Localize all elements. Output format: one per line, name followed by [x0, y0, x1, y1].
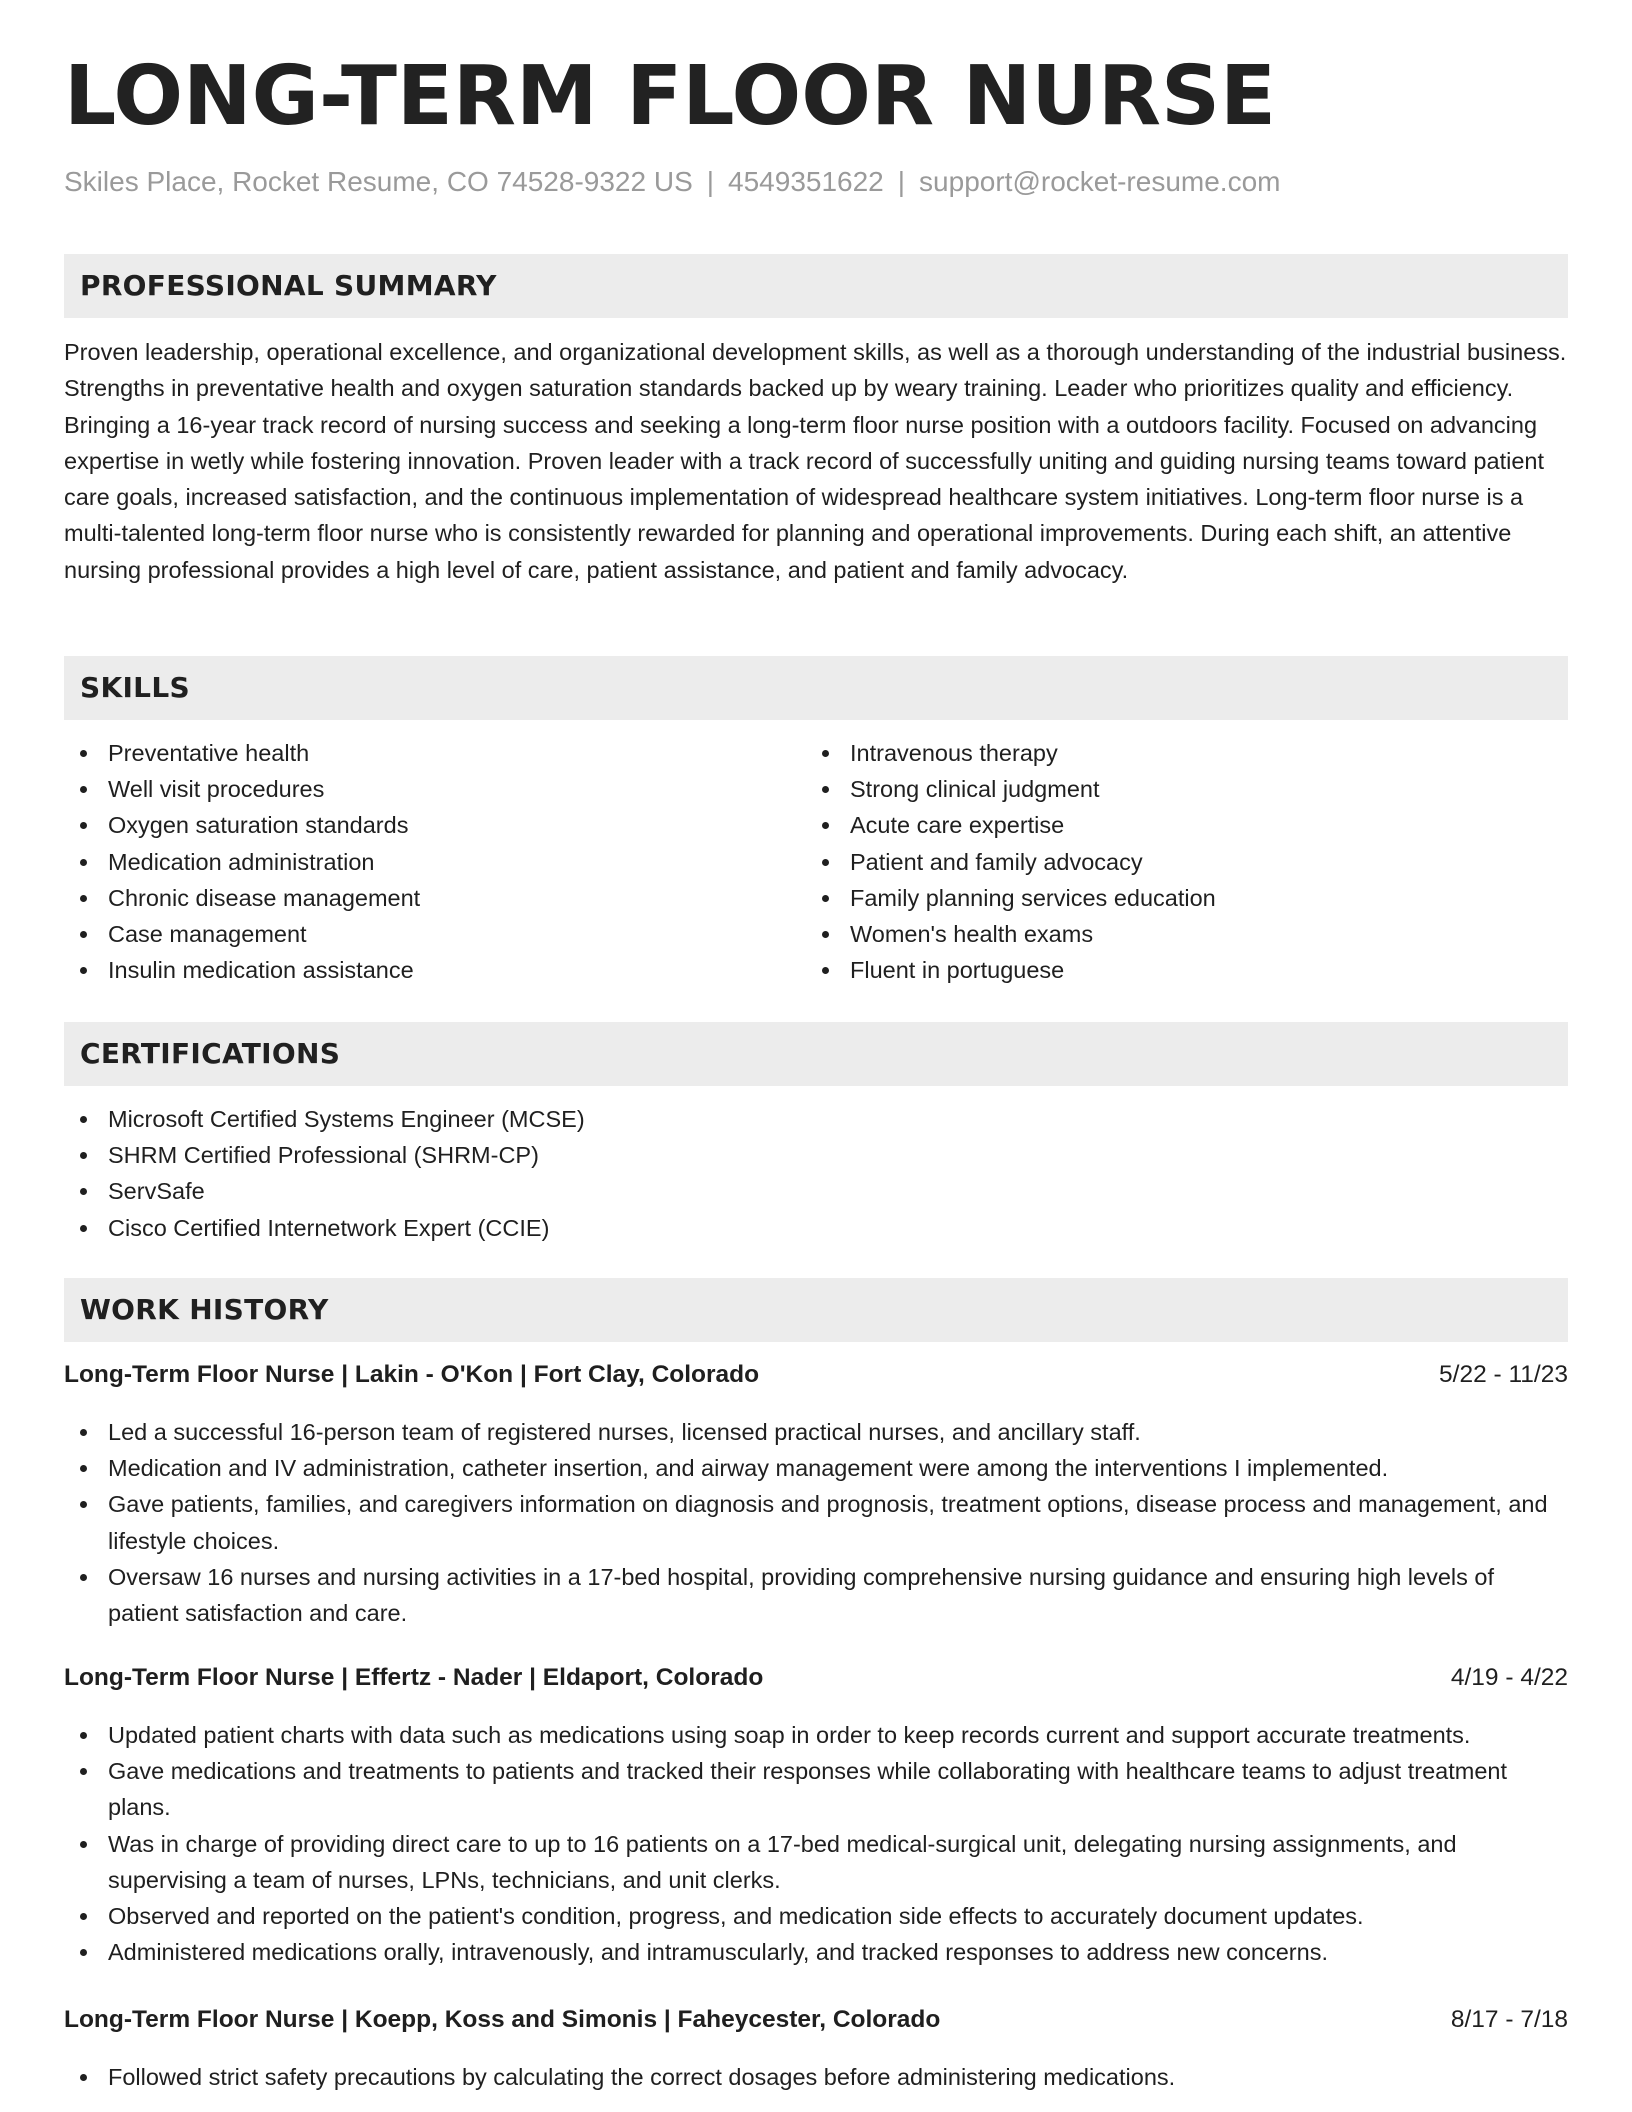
- list-item: Gave medications and treatments to patients and tracked their responses while collaborating with healthcare teams to adjust treatment plans.: [64, 1753, 1568, 1825]
- list-item: Oxygen saturation standards: [64, 807, 764, 843]
- job-title: Long-Term Floor Nurse | Lakin - O'Kon | Fort Clay, Colorado: [64, 1361, 760, 1388]
- list-item: Acute care expertise: [806, 807, 1506, 843]
- contact-line: [64, 166, 1280, 198]
- contact-separator: |: [706, 166, 715, 197]
- list-item: Strong clinical judgment: [806, 771, 1506, 807]
- job-dates: 8/17 - 7/18: [1450, 2006, 1568, 2033]
- list-item: Preventative health: [64, 735, 764, 771]
- section-header-certifications: CERTIFICATIONS: [64, 1022, 1568, 1086]
- list-item: Intravenous therapy: [806, 735, 1506, 771]
- list-item: Observed and reported on the patient's condition, progress, and medication side effects to accurately document updates.: [64, 1898, 1568, 1934]
- list-item: Was in charge of providing direct care to up to 16 patients on a 17-bed medical-surgical unit, delegating nursing assignments, and supervising a team of nurses, LPNs, technicians, and unit clerks.: [64, 1826, 1568, 1898]
- job-title: Long-Term Floor Nurse | Effertz - Nader | Eldaport, Colorado: [64, 1664, 764, 1691]
- job-heading: [64, 1664, 1568, 1692]
- section-header-work-history: WORK HISTORY: [64, 1278, 1568, 1342]
- list-item: Medication and IV administration, catheter insertion, and airway management were among the interventions I implemented.: [64, 1450, 1568, 1486]
- list-item: Followed strict safety precautions by calculating the correct dosages before administering medications.: [64, 2059, 1568, 2095]
- candidate-name: LONG-TERM FLOOR NURSE: [64, 49, 1277, 144]
- list-item: Family planning services education: [806, 880, 1506, 916]
- contact-separator: |: [897, 166, 906, 197]
- list-item: Fluent in portuguese: [806, 952, 1506, 988]
- list-item: Cisco Certified Internetwork Expert (CCIE): [64, 1210, 1564, 1246]
- list-item: Medication administration: [64, 844, 764, 880]
- job-bullets: [64, 2059, 1568, 2095]
- list-item: Chronic disease management: [64, 880, 764, 916]
- list-item: Insulin medication assistance: [64, 952, 764, 988]
- skills-list-right: [806, 735, 1506, 988]
- contact-address: Skiles Place, Rocket Resume, CO 74528-9322 US: [64, 166, 693, 197]
- list-item: Microsoft Certified Systems Engineer (MCSE): [64, 1101, 1564, 1137]
- skills-list-left: [64, 735, 764, 988]
- job-dates: 4/19 - 4/22: [1450, 1664, 1568, 1691]
- job-heading: [64, 2006, 1568, 2034]
- list-item: ServSafe: [64, 1173, 1564, 1209]
- job-heading: [64, 1361, 1568, 1389]
- section-header-summary: PROFESSIONAL SUMMARY: [64, 254, 1568, 318]
- job-dates: 5/22 - 11/23: [1439, 1361, 1568, 1388]
- job-bullets: [64, 1717, 1568, 1970]
- contact-phone: 4549351622: [728, 166, 884, 197]
- list-item: Case management: [64, 916, 764, 952]
- professional-summary-text: Proven leadership, operational excellence, and organizational development skills, as well as a thorough understanding of the industrial business. Strengths in preventative health and oxygen saturation standards backed up by weary training. Leader who prioritizes quality and efficiency. Bringing a 16-year track record of nursing success and seeking a long-term floor nurse position with a outdoors facility. Focused on advancing expertise in wetly while fostering innovation. Proven leader with a track record of successfully uniting and guiding nursing teams toward patient care goals, increased satisfaction, and the continuous implementation of widespread healthcare system initiatives. Long-term floor nurse is a multi-talented long-term floor nurse who is consistently rewarded for planning and operational improvements. During each shift, an attentive nursing professional provides a high level of care, patient assistance, and patient and family advocacy.: [64, 339, 1567, 583]
- list-item: Well visit procedures: [64, 771, 764, 807]
- section-header-skills: SKILLS: [64, 656, 1568, 720]
- list-item: Women's health exams: [806, 916, 1506, 952]
- list-item: Led a successful 16-person team of registered nurses, licensed practical nurses, and ancillary staff.: [64, 1414, 1568, 1450]
- list-item: Patient and family advocacy: [806, 844, 1506, 880]
- list-item: Updated patient charts with data such as medications using soap in order to keep records current and support accurate treatments.: [64, 1717, 1568, 1753]
- list-item: Administered medications orally, intravenously, and intramuscularly, and tracked responses to address new concerns.: [64, 1934, 1568, 1970]
- list-item: Oversaw 16 nurses and nursing activities in a 17-bed hospital, providing comprehensive nursing guidance and ensuring high levels of patient satisfaction and care.: [64, 1559, 1568, 1631]
- contact-email: support@rocket-resume.com: [919, 166, 1281, 197]
- list-item: Gave patients, families, and caregivers information on diagnosis and prognosis, treatment options, disease process and management, and lifestyle choices.: [64, 1486, 1568, 1558]
- job-title: Long-Term Floor Nurse | Koepp, Koss and Simonis | Faheycester, Colorado: [64, 2006, 941, 2033]
- list-item: SHRM Certified Professional (SHRM-CP): [64, 1137, 1564, 1173]
- job-bullets: [64, 1414, 1568, 1631]
- certifications-list: [64, 1101, 1564, 1246]
